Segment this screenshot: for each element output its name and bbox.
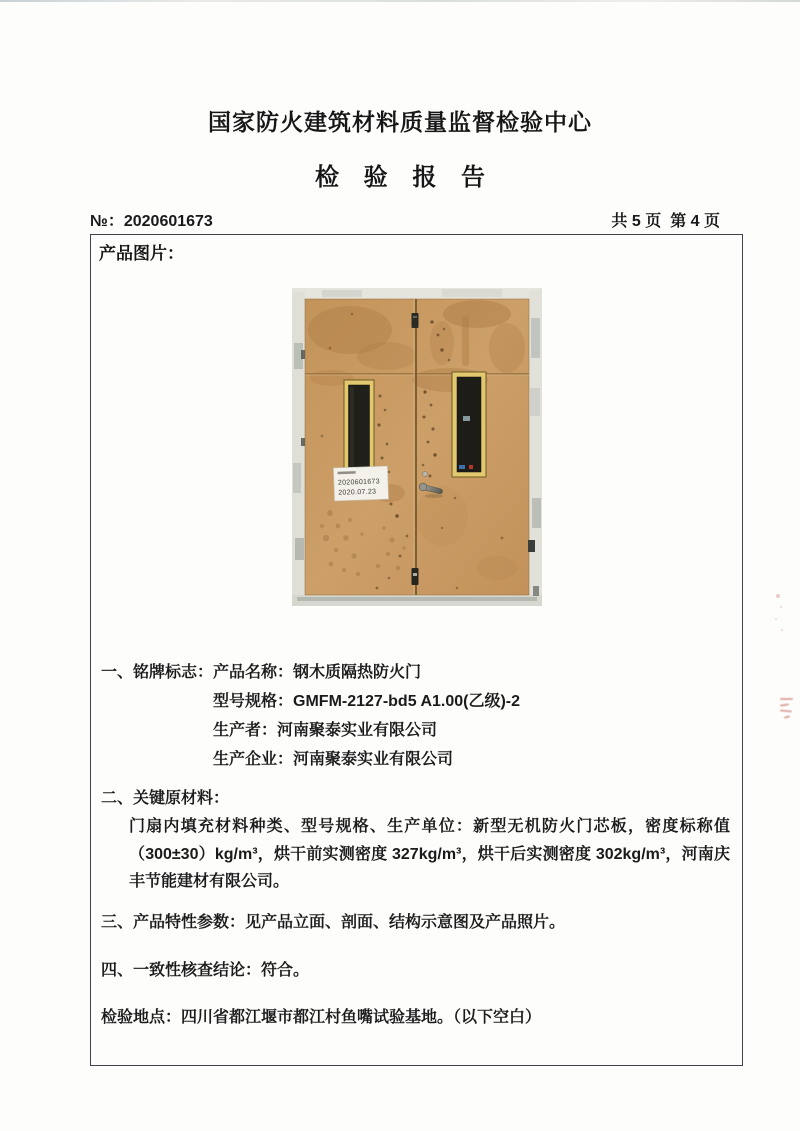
section-consistency-conclusion: 四、一致性核查结论：符合。 bbox=[101, 961, 310, 979]
scan-edge-artifact bbox=[0, 0, 800, 2]
red-stamp-artifact-lower bbox=[780, 694, 793, 718]
tag-number: 2020601673 bbox=[337, 478, 380, 487]
section-nameplate-label: 一、铭牌标志： bbox=[101, 664, 214, 681]
inspection-location: 检验地点：四川省都江堰市都江村鱼嘴试验基地。（以下空白） bbox=[101, 1008, 542, 1026]
model-spec-line: 型号规格：GMFM-2127-bd5 A1.00(乙级)-2 bbox=[213, 693, 521, 710]
report-sections bbox=[99, 658, 734, 1032]
meta-row bbox=[90, 208, 744, 231]
right-vision-panel bbox=[452, 372, 486, 477]
fire-door-photo-svg bbox=[292, 288, 542, 606]
key-materials-label: 二、关键原材料： bbox=[101, 790, 230, 807]
product-photo bbox=[292, 288, 542, 606]
report-number-value: 2020601673 bbox=[123, 213, 213, 230]
red-stamp-artifact-upper bbox=[776, 594, 780, 598]
producer-line: 生产者：河南聚泰实业有限公司 bbox=[213, 722, 438, 739]
report-body-box bbox=[90, 234, 743, 1066]
nameplate-items bbox=[213, 658, 520, 774]
specimen-tag bbox=[333, 466, 388, 501]
report-number-label: №： bbox=[90, 213, 124, 230]
page-subtitle: 检 验 报 告 bbox=[314, 164, 494, 191]
product-name-line: 产品名称：钢木质隔热防火门 bbox=[213, 664, 422, 681]
report-number bbox=[90, 208, 213, 231]
section-characteristics: 三、产品特性参数：见产品立面、剖面、结构示意图及产品照片。 bbox=[101, 913, 566, 931]
page-count bbox=[611, 208, 744, 231]
key-materials-body: 门扇内填充材料种类、型号规格、生产单位：新型无机防火门芯板，密度标称值（300±30）kg/m³，烘干前实测密度 327kg/m³，烘干后实测密度 302kg/m³，河南庆丰节能建材有限公司。 bbox=[129, 818, 730, 890]
lock-cylinder bbox=[422, 472, 427, 477]
tag-date: 2020.07.23 bbox=[337, 488, 376, 497]
product-image-label: 产品图片： bbox=[99, 244, 184, 263]
page-current: 第 4 页 bbox=[670, 213, 720, 230]
page-title: 国家防火建筑材料质量监督检验中心 bbox=[208, 109, 592, 135]
manufacturer-line: 生产企业：河南聚泰实业有限公司 bbox=[213, 751, 454, 768]
page-total: 共 5 页 bbox=[611, 213, 662, 230]
section-nameplate bbox=[101, 658, 732, 774]
section-key-materials bbox=[101, 784, 732, 896]
